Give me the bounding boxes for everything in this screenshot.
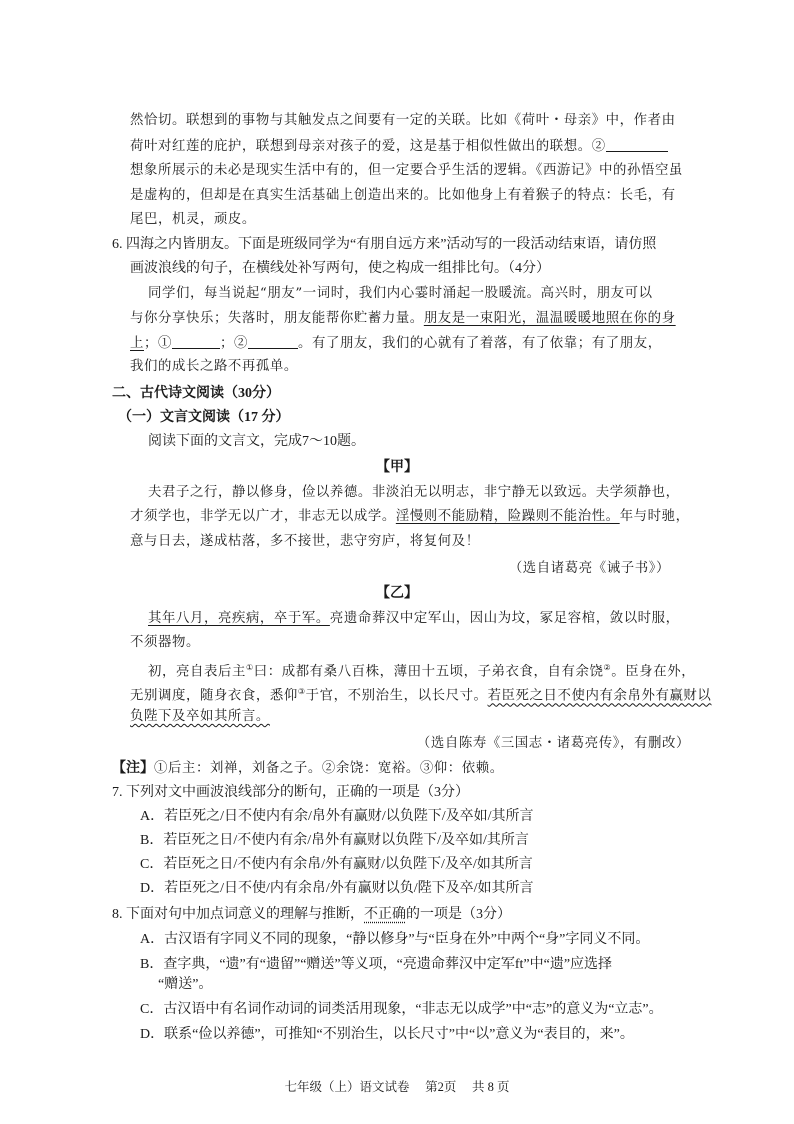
page-footer: 七年级（上）语文试卷 第2页 共 8 页 [284, 1080, 510, 1094]
q6-blank-label-1: ；① [144, 336, 172, 351]
jia-line-2 [130, 508, 690, 526]
footnote-marker-1: ① [245, 663, 254, 672]
yi-line-3-a: 初，亮自表后主 [148, 664, 246, 680]
reading-instruction: 阅读下面的文言文，完成7～10题。 [148, 434, 365, 449]
q8-stem [112, 906, 511, 924]
q8-stem-a: 8. 下面对句中加点词意义的理解与推断， [112, 907, 364, 922]
yi-line-4-a: 无别调度，随身衣食，悉仰 [130, 688, 298, 704]
footnote-marker-2: ② [603, 663, 612, 672]
jia-source: （选自诸葛亮《诫子书》） [508, 561, 670, 576]
subsection-title: （一）文言文阅读（17 分） [118, 410, 290, 425]
q7-option-d[interactable]: D．若臣死之/日不使/内有余帛/外有赢财以负/陛下及卒/如其所言 [140, 881, 534, 896]
q6-stem-line-1: 6. 四海之内皆朋友。下面是班级同学为“有朋自远方来”活动写的一段活动结束语，请仿照 [112, 237, 657, 252]
yi-line-3-c: 。臣身在外， [611, 664, 696, 680]
intro-line-4: 是虚构的，但却是在真实生活基础上创造出来的。比如他身上有着猴子的特点：长毛，有 [130, 188, 676, 203]
yi-line-4 [130, 683, 711, 705]
q7-option-a[interactable]: A．若臣死之/日不使内有余/帛外有赢财/以负陛下/及卒如/其所言 [140, 809, 534, 824]
footnotes [112, 760, 504, 778]
yi-line-1-b: 亮遗命葬汉中定军山，因山为坟，冢足容棺，敛以时服， [329, 611, 680, 626]
jia-line-1: 夫君子之行，静以修身，俭以养德。非淡泊无以明志，非宁静无以致远。夫学须静也， [148, 485, 680, 500]
yi-line-5 [130, 708, 270, 726]
q6-passage-line-2 [130, 310, 676, 328]
note-text: ①后主：刘禅，刘备之子。②余饶：宽裕。③仰：依赖。 [154, 761, 504, 776]
q8-emphasis-not-correct: 不正确 [364, 907, 406, 922]
answer-blank-2[interactable] [606, 137, 668, 152]
q8-option-a[interactable]: A．古汉语有字同义不同的现象，“静以修身”与“臣身在外”中两个“身”字同义不同。 [140, 932, 650, 947]
yi-line-4-b: 于官，不别治生，以长尺寸。 [305, 688, 488, 704]
jia-line-2-c: 年与时驰， [619, 509, 690, 524]
yi-underlined-sentence: 其年八月，亮疾病，卒于军。 [148, 611, 330, 626]
jia-line-3: 意与日去，遂成枯落，多不接世，悲守穷庐，将复何及！ [130, 534, 480, 549]
yi-line-3-b: 曰：成都有桑八百株，薄田十五顷，子弟衣食，自有余饶 [253, 664, 604, 680]
q7-option-c[interactable]: C．若臣死之日/不使内有余帛/外有赢财/以负陛下/及卒/如其所言 [140, 857, 533, 872]
intro-line-2 [130, 137, 668, 156]
intro-line-2-text: 荷叶对红莲的庇护，联想到母亲对孩子的爱，这是基于相似性做出的联想。② [130, 139, 606, 154]
intro-line-5: 尾巴，机灵，顽皮。 [130, 212, 256, 227]
q6-answer-blank-2[interactable] [248, 334, 298, 349]
q8-option-c[interactable]: C．古汉语中有名词作动词的词类活用现象，“非志无以成学”中“志”的意义为“立志”。 [140, 1002, 663, 1017]
intro-line-3: 想象所展示的未必是现实生活中有的，但一定要合乎生活的逻辑。《西游记》中的孙悟空虽 [130, 163, 683, 178]
jia-underlined-sentence: 淫慢则不能励精，险躁则不能治性。 [395, 509, 620, 524]
q6-passage-line-3 [130, 334, 662, 353]
q8-stem-c: 的一项是（3分） [406, 907, 511, 922]
q6-blank-label-2: ；② [219, 336, 248, 351]
passage-yi-heading: 【乙】 [376, 586, 418, 601]
q6-passage-rest: 。有了朋友，我们的心就有了着落，有了依靠；有了朋友， [297, 336, 662, 351]
q6-model-sentence: 朋友是一束阳光，温温暖暖地照在你的身 [423, 311, 676, 326]
q8-option-d[interactable]: D．联系“俭以养德”，可推知“不别治生，以长尺寸”中“以”意义为“表目的，来”。 [140, 1027, 634, 1042]
passage-jia-heading: 【甲】 [376, 460, 418, 475]
note-label: 【注】 [112, 761, 154, 776]
q6-answer-blank-1[interactable] [172, 334, 220, 349]
jia-line-2-a: 才须学也，非学无以广才，非志无以成学。 [130, 509, 396, 524]
q6-model-sentence-end: 上 [130, 336, 144, 351]
yi-source: （选自陈寿《三国志・诸葛亮传》，有删改） [416, 736, 690, 751]
q6-passage-plain: 与你分享快乐；失落时，朋友能帮你贮蓄力量。 [130, 311, 424, 326]
yi-wavy-sentence-end: 负陛下及卒如其所言。 [130, 709, 270, 724]
q8-option-b-line-1[interactable]: B．查字典，“遗”有“遗留”“赠送”等义项，“亮遗命葬汉中定军ft”中“遗”应选择 [140, 957, 613, 972]
yi-line-2: 不须器物。 [130, 635, 200, 650]
intro-line-1: 然恰切。联想到的事物与其触发点之间要有一定的关联。比如《荷叶・母亲》中，作者由 [130, 113, 676, 128]
section-title: 二、古代诗文阅读（30分） [112, 386, 280, 401]
q7-stem: 7. 下列对文中画波浪线部分的断句，正确的一项是（3分） [112, 785, 469, 800]
yi-line-3 [148, 659, 695, 681]
yi-wavy-sentence: 若臣死之日不使内有余帛外有赢财以 [487, 688, 712, 704]
q6-passage-line-1: 同学们，每当说起“朋友”一词时，我们内心霎时涌起一股暖流。高兴时，朋友可以 [148, 286, 653, 301]
q7-option-b[interactable]: B．若臣死之日/不使内有余/帛外有赢财以负陛下/及卒如/其所言 [140, 833, 529, 848]
q6-passage-line-4: 我们的成长之路不再孤单。 [130, 359, 298, 374]
yi-line-1 [148, 610, 680, 628]
footnote-marker-3: ③ [297, 687, 306, 696]
q8-option-b-line-2: “赠送”。 [158, 977, 213, 992]
q6-stem-line-2: 画波浪线的句子，在横线处补写两句，使之构成一组排比句。（4分） [130, 261, 550, 276]
